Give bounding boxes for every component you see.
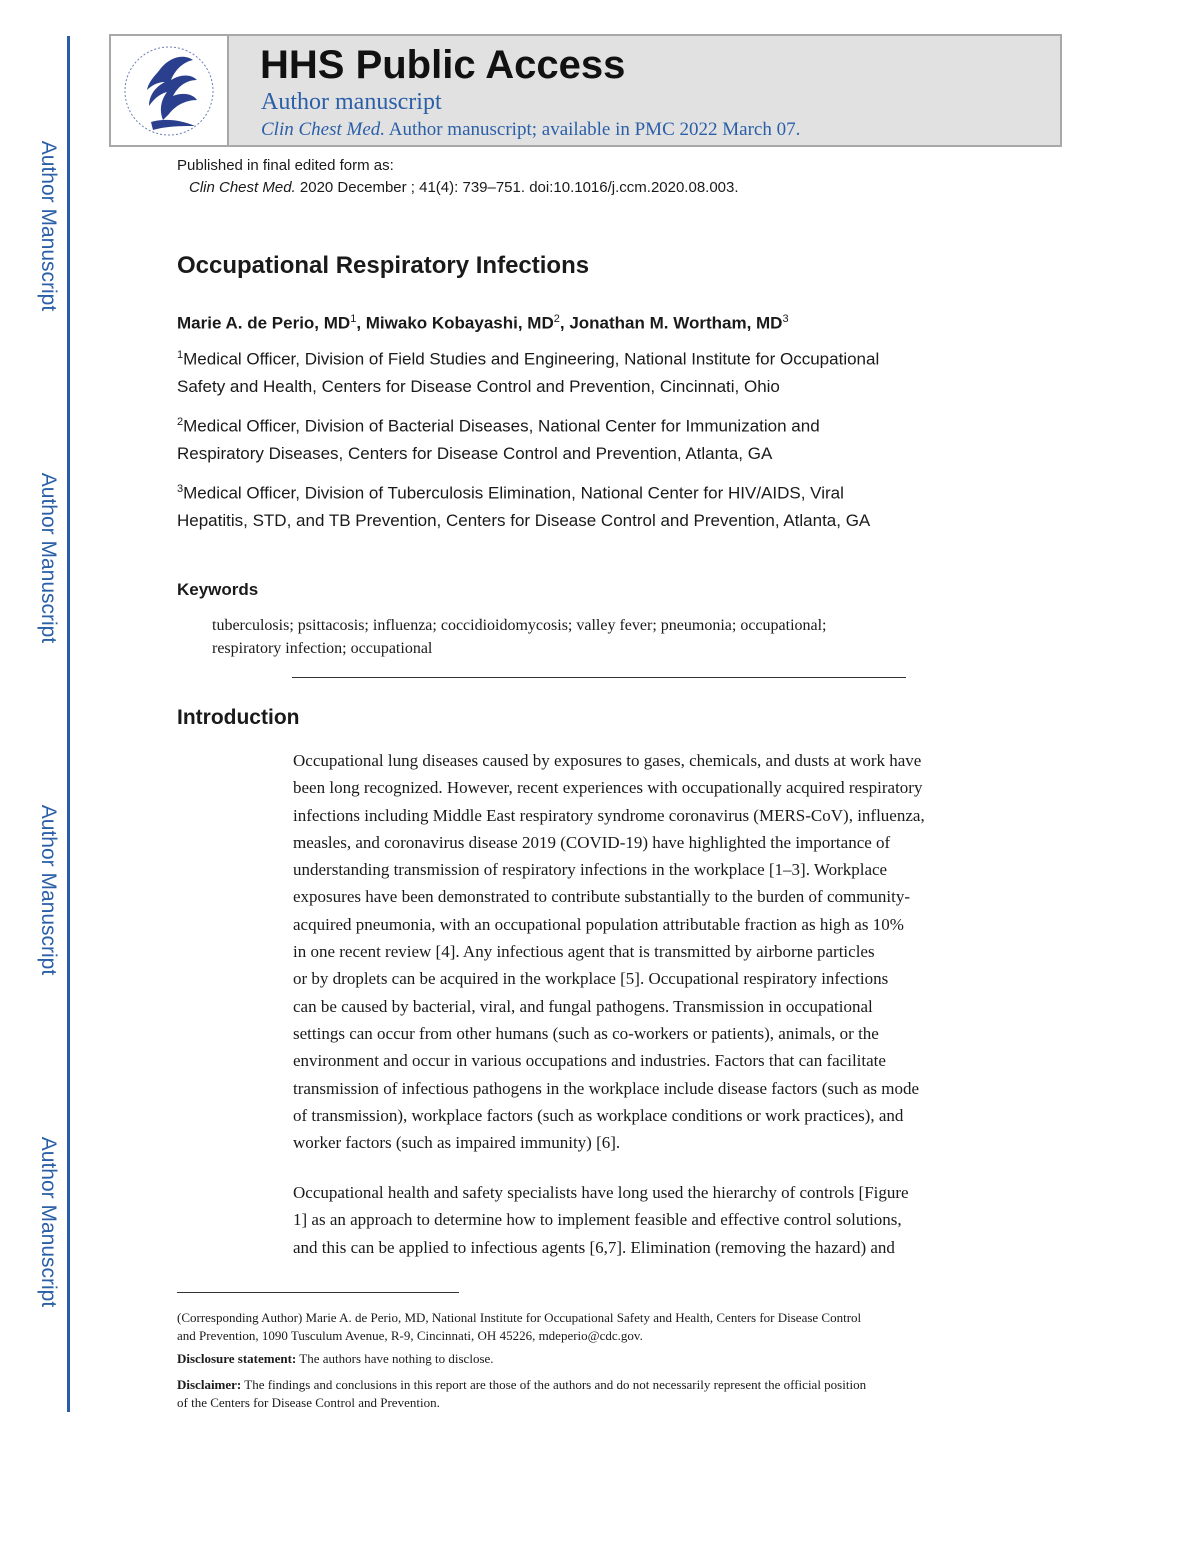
hhs-header bbox=[109, 34, 1062, 147]
introduction-heading: Introduction bbox=[177, 706, 300, 729]
intro-paragraph-2: Occupational health and safety specialists have long used the hierarchy of controls [Figure 1] as an approach to determine how to implement feasible and effective control solutions, and this can be applied to infectious agents [6,7]. Elimination (removing the hazard) and bbox=[293, 1183, 909, 1257]
margin-rule bbox=[67, 36, 70, 1412]
affiliation: $^2$Medical Officer, Division of Bacterial Diseases, National Center for Immunization and Respiratory Diseases, Centers for Disease Control and Prevention, Atlanta, GA bbox=[177, 416, 820, 463]
corresponding-author-note: (Corresponding Author) Marie A. de Perio, MD, National Institute for Occupational Safety and Health, Centers for Disease Control and Prevention, 1090 Tusculum Avenue, R-9, Cincinnati, OH 45226, mdeperio@cdc.gov. bbox=[177, 1310, 862, 1343]
published-block: Published in final edited form as: Clin Chest Med. 2020 December ; 41(4): 739–751. doi:10.1016/j.ccm.2020.08.003. bbox=[177, 157, 739, 196]
affiliation: $^1$Medical Officer, Division of Field Studies and Engineering, National Institute for Occupational Safety and Health, Centers for Disease Control and Prevention, Cincinnati, Ohio bbox=[177, 349, 880, 396]
hhs-logo bbox=[111, 36, 229, 145]
availability-line: Clin Chest Med. Author manuscript; available in PMC 2022 March 07. bbox=[261, 119, 801, 140]
keywords-list: tuberculosis; psittacosis; influenza; coccidioidomycosis; valley fever; pneumonia; occupational; respiratory infection; occupational bbox=[212, 617, 827, 657]
author-list: Marie A. de Perio, $MD^1$, Miwako Kobayashi, $MD^2$, Jonathan M. Wortham, $MD^3$ bbox=[177, 313, 789, 333]
footnote-divider bbox=[177, 1292, 459, 1293]
section-divider bbox=[292, 677, 906, 678]
intro-paragraph-1: Occupational lung diseases caused by exposures to gases, chemicals, and dusts at work have been long recognized. However, recent experiences with occupationally acquired respiratory infections including Middle East respiratory syndrome coronavirus (MERS-CoV), influenza, measles, and coronavirus disease 2019 (COVID-19) have highlighted the importance of understanding transmission of respiratory infections in the workplace [1–3]. Workplace exposures have been demonstrated to contribute substantially to the burden of community- acquired pneumonia, with an occupational population attributable fraction as high as 10% in one recent review [4]. Any infectious agent that is transmitted by airborne particles or by droplets can be acquired in the workplace [5]. Occupational respiratory infections can be caused by bacterial, viral, and fungal pathogens. Transmission in occupational settings can occur from other humans (such as co-workers or patients), animals, or the environment and occur in various occupations and industries. Factors that can facilitate transmission of infectious pathogens in the workplace include disease factors (such as mode of transmission), workplace factors (such as workplace conditions or work practices), and worker factors (such as impaired immunity) [6]. bbox=[293, 751, 925, 1153]
keywords-heading: Keywords bbox=[177, 580, 259, 599]
manuscript-label: Author manuscript bbox=[261, 89, 442, 115]
hhs-eagle-icon bbox=[111, 36, 227, 145]
affiliation: $^3$Medical Officer, Division of Tuberculosis Elimination, National Center for HIV/AIDS, Viral Hepatitis, STD, and TB Prevention, Centers for Disease Control and Prevention, Atlanta, GA bbox=[177, 483, 871, 530]
disclosure-note: Disclosure statement: The authors have nothing to disclose. bbox=[177, 1351, 494, 1366]
article-title: Occupational Respiratory Infections bbox=[177, 252, 590, 279]
hhs-title: HHS Public Access bbox=[260, 43, 626, 87]
disclaimer-note: Disclaimer: The findings and conclusions in this report are those of the authors and do not necessarily represent the official position of the Centers for Disease Control and Prevention. bbox=[177, 1377, 867, 1410]
